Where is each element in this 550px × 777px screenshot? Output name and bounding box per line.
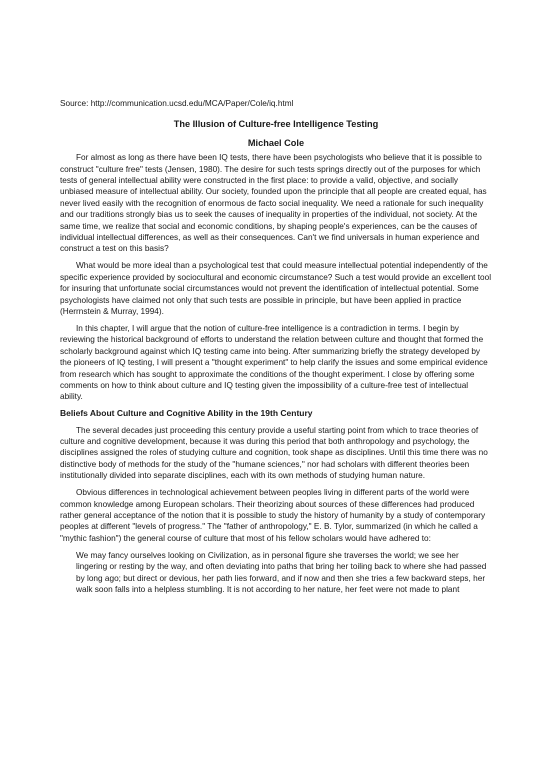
section-heading: Beliefs About Culture and Cognitive Ability in the 19th Century xyxy=(60,408,313,419)
intro-paragraph-1: For almost as long as there have been IQ tests, there have been psychologists who believe that it is possible to construct "culture free" tests (Jensen, 1980). The desire for such tests springs directly out of the purposes for which tests of general intellectual ability were constructed in the first place: to provide a valid, objective, and socially unbiased measure of intellectual ability. Our society, founded upon the principle that all people are created equal, has never lived easily with the recognition of enormous de facto social inequality. We need a rationale for such inequality and our traditions strongly bias us to seek the causes of inequality in properties of the individual, not society. At the same time, we realize that social and economic conditions, by shaping people's experiences, can be the causes of individual intellectual differences, as well as their consequences. Can't we find universals in human experience and construct a test on this basis? xyxy=(60,153,487,254)
document-title: The Illusion of Culture-free Intelligence Testing xyxy=(173,119,379,130)
intro-paragraph-3: In this chapter, I will argue that the notion of culture-free intelligence is a contradiction in terms. I begin by reviewing the historical background of efforts to understand the relation between culture and thought that formed the scholarly background against which IQ testing came into being. After summarizing briefly the strategy developed by the pioneers of IQ testing, I will present a "thought experiment" to help clarify the issues and some empirical evidence from research which has sought to approximate the conditions of the thought experiment. I close by offering some comments on how to think about culture and IQ testing given the impossibility of a culture-free test of intellectual ability. xyxy=(60,323,488,402)
author-name: Michael Cole xyxy=(247,137,305,148)
intro-paragraph-2: What would be more ideal than a psychological test that could measure intellectual potential independently of the specific experience provided by sociocultural and economic circumstance? Such a test would provide an excellent tool for insuring that unfortunate social circumstances would not prevent the identification of intellectual potential. Some psychologists have claimed not only that such tests are possible in principle, but have been applied in practice (Herrnstein & Murray, 1994). xyxy=(60,261,492,316)
section-paragraph-1: The several decades just proceeding this century provide a useful starting point from which to trace theories of culture and cognitive development, because it was during this period that both anthropology and psychology, the disciplines assigned the roles of studying culture and cognition, took shape as disciplines. Until this time there was no distinctive body of methods for the study of the "humane sciences," nor had scholars with different theories been institutionally divided into separate disciplines, each with its own methods of studying human nature. xyxy=(60,425,488,481)
section-paragraph-2: Obvious differences in technological achievement between peoples living in different parts of the world were common knowledge among European scholars. Their theorizing about sources of these differences had produced rather general acceptance of the notion that it is possible to study the history of humanity by a study of contemporary peoples at different "levels of progress." The "father of anthropology," E. B. Tylor, summarized (in which he called a "mythic fashion") the general course of culture that most of his fellow scholars would have adhered to: xyxy=(60,488,486,543)
document-page xyxy=(60,98,492,595)
source-line: Source: http://communication.ucsd.edu/MCA/Paper/Cole/iq.html xyxy=(60,99,294,108)
block-quote: We may fancy ourselves looking on Civilization, as in personal figure she traverses the world; we see her lingering or resting by the way, and often deviating into paths that bring her toiling back to where she had passed by long ago; but direct or devious, her path lies forward, and if now and then she tries a few backward steps, her walk soon falls into a helpless stumbling. It is not according to her nature, her feet were not made to plant xyxy=(76,550,487,594)
